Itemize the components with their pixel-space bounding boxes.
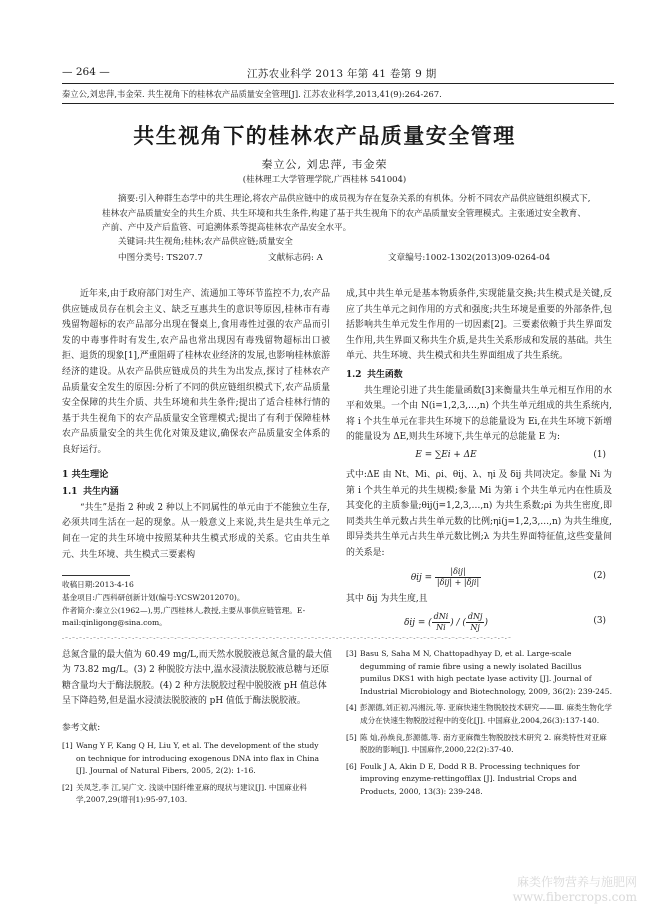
author-bio: 作者简介:秦立公(1962—),男,广西桂林人,教授,主要从事供应链管理。E-mail:qinligong@sina.com。	[62, 605, 306, 628]
section-1-1-title: 共生内涵	[83, 487, 119, 498]
abstract-text: 摘要:引入种群生态学中的共生理论,将农产品供应链中的成员视为存在复杂关系的有机体。分析不同农产品供应链组织模式下,桂林农产品质量安全的共生介质、共生环境和共生条件,构建了基于共生视角下的农产品质量安全管理模式。主张通过安全教育、产前、产中及产后监管、可追溯体系等提高桂林农产品安全水平。	[102, 194, 591, 234]
section-1-2-number: 1.2	[346, 369, 362, 380]
equation-3	[346, 609, 612, 635]
classification-line	[118, 251, 598, 263]
equation-2-fraction	[435, 567, 481, 588]
left-column	[62, 287, 330, 563]
equation-3-fraction-1	[432, 612, 451, 633]
reference-item	[346, 648, 614, 698]
reference-item	[62, 740, 330, 778]
equation-2-denominator: |δij| + |δji|	[436, 577, 480, 587]
article-separator: -*-*-*-*-*-*-*-*-*-*-*-*-*-*-*-*-*-*-*-*-*-*-*-*-*-*-*-*-*-*-*-*-*-*-*-*-*-*-*-*-*-*-*-*-*-*-*-*-*-*-*-*-*-*-*-*-*-*-*-*-*-*-*-*	[62, 637, 512, 641]
reference-index: [3]	[346, 649, 357, 658]
previous-article-tail	[62, 648, 332, 710]
section-1-2-title: 共生函数	[367, 369, 403, 380]
reference-index: [6]	[346, 761, 357, 771]
equation-2-numerator: |δij|	[435, 567, 481, 578]
reference-item	[346, 761, 614, 799]
right-paragraph-3: 式中:ΔE 由 Nt、Mi、ρi、θij、λ、ηi 及 δij 共同决定。参量 Ni 为第 i 个共生单元的共生规模;参量 Mi 为第 i 个共生单元内在性质及其变化的主质参量;θij(j=1,2,3,…,n) 为共生系数;ρi 为共生密度,即同类共生单元数占共生单元数的比例;ηi(j=1,2,3,…,n) 为共生维度,即异类共生单元占共生单元数比例;λ 为共生界面特征值,这些变量间的关系是:	[346, 469, 612, 558]
reference-index: [2]	[62, 782, 73, 792]
equation-2-body	[346, 567, 546, 588]
intro-paragraph: 近年来,由于政府部门对生产、流通加工等环节监控不力,农产品供应链成员存在机会主义、缺乏互惠共生的意识等原因,桂林市有毒残留物超标的农产品部分出现在餐桌上,食用毒性过强的农产品而引发的中毒事件时有发生,农产品也常出现因有毒残留物超标出口被拒、退货的现象[1],严重阻碍了桂林农业经济的发展,也影响桂林旅游经济的建设。从农产品供应链成员的共生为出发点,探讨了桂林农产品质量安全发生的原因:分析了不同的供应链组织模式下,农产品质量安全保障的共生介质、共生环境和共生条件;提出了适合桂林行情的基于共生视角下的农产品质量安全管理模式;提出了有利于保障桂林农产品质量安全的共生优化对策及建议,确保农产品质量安全体系的良好运行。	[62, 289, 330, 455]
equation-2-lhs: θij =	[410, 572, 433, 583]
section-1-1-text: “共生”是指 2 种或 2 种以上不同属性的单元由于不能独立生存,必须共同生活在一起的现象。从一般意义上来说,共生是共生单元之间在一定的共生环境中按照某种共生模式形成的关系。它由共生单元、共生环境、共生模式三要素构	[62, 502, 330, 560]
right-paragraph-4: 其中 δij 为共生度,且	[346, 593, 428, 604]
article-number: 文章编号:1002-1302(2013)09-0264-04	[388, 253, 551, 263]
paper-title: 共生视角下的桂林农产品质量安全管理	[133, 123, 516, 148]
document-code: 文献标志码: A	[268, 253, 323, 263]
page-number: — 264 —	[62, 66, 110, 78]
affiliation: (桂林理工大学管理学院,广西桂林 541004)	[242, 175, 407, 185]
reference-text: 陈 灿,孙焕良,彭源德,等. 南方亚麻微生物脱胶技术研究 2. 麻类特性对亚麻脱胶的影响[J]. 中国麻作,2000,22(2):37-40.	[360, 732, 607, 755]
section-1-2-heading	[346, 368, 612, 384]
citation-rule	[62, 103, 614, 104]
equation-3-fraction-2	[466, 612, 485, 633]
watermark-line-2: www.fibercrops.com	[512, 890, 637, 904]
watermark-line-1: 麻类作物营养与施肥网	[516, 875, 637, 889]
section-1-1-heading	[62, 485, 330, 501]
fund-info: 基金项目:广西科研创新计划(编号:YCSW2012070)。	[62, 592, 245, 602]
reference-text: Basu S, Saha M N, Chattopadhyay D, et al. Large-scale degumming of ramie fibre using a newly isolated Bacillus pumilus DKS1 with high pectate lyase activity [J]. Journal of Industrial Microbiology and Biotechnology, 2009, 36(2): 239-245.	[360, 649, 613, 696]
equation-2	[346, 564, 612, 590]
clc-number: 中图分类号: TS207.7	[118, 253, 203, 263]
equation-3-number: (3)	[593, 616, 606, 627]
reference-index: [1]	[62, 741, 73, 750]
equation-3-lhs: δij =	[404, 618, 426, 629]
keywords: 关键词:共生视角;桂林;农产品供应链;质量安全	[118, 237, 293, 247]
journal-name: 江苏农业科学 2013 年第 41 卷第 9 期	[247, 68, 437, 80]
right-paragraph-2: 共生理论引进了共生能量函数[3]来衡量共生单元相互作用的水平和效果。一个由 N(i=1,2,3,…,n) 个共生单元组成的共生系统内,将 i 个共生单元在非共生环境下的总能量设为 Ei,在共生环境下新增的能量设为 ΔE,则共生环境下,共生单元的总能量 E 为:	[346, 385, 612, 443]
equation-3-body: δij = ( $\frac{\text{dNi}}{Ni}$ ) / ( $\frac{\text{dNj}}{Nj}$ )	[404, 612, 488, 633]
section-1-1-number: 1.1	[62, 487, 78, 498]
author-list: 秦立公, 刘忠萍, 韦金荣	[261, 158, 388, 171]
reference-item	[62, 782, 330, 807]
header-rule	[62, 83, 614, 84]
previous-article-text: 总氮含量的最大值为 60.49 mg/L,而天然水脱胶液总氮含量的最大值为 73.82 mg/L。(3) 2 种脱胶方法中,温水浸渍法脱胶液总糖与还原糖含量均大于酶法脱胶。(4) 2 种方法脱胶过程中脱胶液 pH 值总体呈下降趋势,但是温水浸渍法脱胶液的 pH 值低于酶法脱胶液。	[62, 650, 332, 707]
footnote-rule	[62, 575, 130, 576]
reference-item	[346, 702, 614, 727]
reference-text: Wang Y F, Kang Q H, Liu Y, et al. The development of the study on technique for introducing exogenous DNA into flax in China [J]. Journal of Natural Fibers, 2005, 2(2): 1-16.	[76, 741, 320, 776]
site-watermark	[513, 875, 637, 905]
equation-3-denominator-2: Nj	[470, 623, 480, 633]
reference-index: [5]	[346, 732, 357, 742]
equation-3-denominator-1: Ni	[436, 623, 446, 633]
equation-3-numerator-1: dNi	[433, 612, 449, 622]
equation-1-number: (1)	[593, 449, 606, 460]
abstract	[102, 192, 592, 236]
equation-2-number: (2)	[593, 570, 606, 581]
reference-text: 关凤芝,李 江,吴广文. 浅谈中国纤维亚麻的现状与建议[J]. 中国麻业科学,2007,29(增刊1):95-97,103.	[76, 782, 307, 805]
reference-text: Foulk J A, Akin D E, Dodd R B. Processing techniques for improving enzyme-rettingofflax [J]. Industrial Crops and Products, 2000, 13(3): 239-248.	[360, 761, 580, 796]
running-header	[62, 66, 612, 80]
equation-1	[346, 448, 612, 466]
reference-text: 彭源德,刘正初,冯湘沅,等. 亚麻快速生物脱胶技术研究——Ⅲ. 麻类生物化学成分在快速生物脱胶过程中的变化[J]. 中国麻业,2004,26(3):137-140.	[360, 703, 613, 725]
references-heading: 参考文献:	[62, 723, 101, 733]
equation-3-numerator-2: dNj	[467, 612, 483, 622]
reference-list-right	[346, 648, 614, 803]
section-1-heading: 1 共生理论	[62, 468, 109, 480]
reference-item	[346, 732, 614, 757]
right-column	[346, 287, 612, 637]
received-date: 收稿日期:2013-4-16	[62, 580, 134, 589]
citation-line: 秦立公,刘忠萍,韦金荣. 共生视角下的桂林农产品质量安全管理[J]. 江苏农业科学,2013,41(9):264-267.	[62, 89, 442, 99]
reference-index: [4]	[346, 703, 357, 713]
right-paragraph-1: 成,其中共生单元是基本物质条件,实现能量交换;共生模式是关键,反应了共生单元之间作用的方式和强度;共生环境是重要的外部条件,包括影响共生单元发生作用的一切因素[2]。三要素依赖于共生界面发生作用,共生界面又称共生介质,是共生关系形成和发展的基础。共生单元、共生环境、共生模式和共生界面组成了共生系统。	[346, 289, 612, 362]
equation-1-body: E = ∑Ei + ΔE	[415, 449, 477, 460]
reference-list-left	[62, 740, 330, 811]
footnote	[62, 579, 332, 630]
